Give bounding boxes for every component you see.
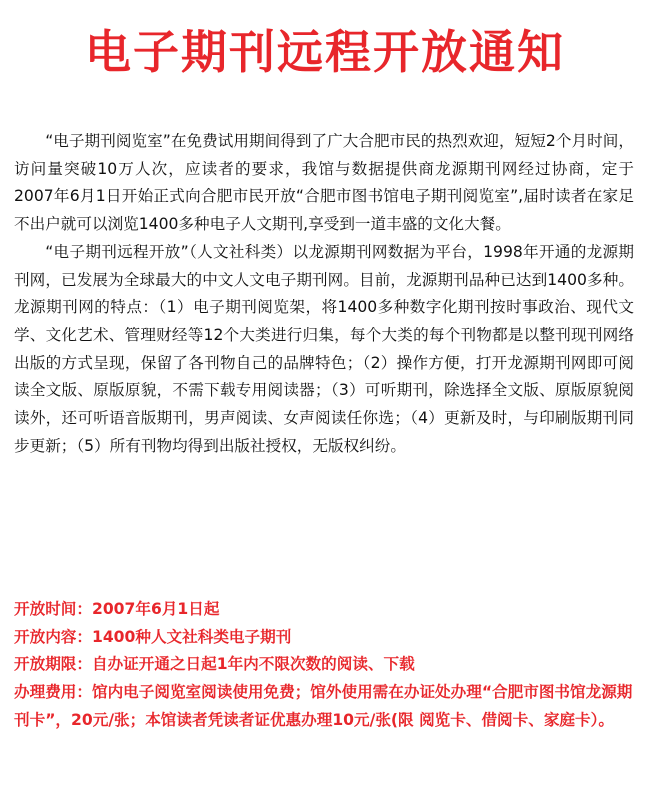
notice-body [14, 128, 634, 460]
notice-title: 电子期刊远程开放通知 [85, 25, 565, 79]
info-open-period: 开放期限：自办证开通之日起1年内不限次数的阅读、下载 [14, 655, 415, 674]
body-paragraph-features: “电子期刊远程开放”（人文社科类）以龙源期刊网数据为平台，1998年开通的龙源期刊网，已发展为全球最大的中文人文电子期刊网。目前，龙源期刊品种已达到1400多种。龙源期刊网的特点：（1）电子期刊阅览架，将1400多种数字化期刊按时事政治、现代文学、文化艺术、管理财经等12个大类进行归集，每个大类的每个刊物都是以整刊现刊网络出版的方式呈现，保留了各刊物自己的品牌特色；（2）操作方便，打开龙源期刊网即可阅读全文版、原版原貌，不需下载专用阅读器；（3）可听期刊，除选择全文版、原版原貌阅读外，还可听语音版期刊，男声阅读、女声阅读任你选；（4）更新及时，与印刷版期刊同步更新；（5）所有刊物均得到出版社授权，无版权纠纷。 [14, 242, 634, 455]
body-paragraph-intro: “电子期刊阅览室”在免费试用期间得到了广大合肥市民的热烈欢迎，短短2个月时间，访问量突破10万人次，应读者的要求，我馆与数据提供商龙源期刊网经过协商，定于2007年6月1日开始正式向合肥市民开放“合肥市图书馆电子期刊阅览室”,届时读者在家足不出户就可以浏览1400多种电子人文期刊,享受到一道丰盛的文化大餐。 [14, 132, 634, 234]
info-open-content: 开放内容：1400种人文社科类电子期刊 [14, 627, 292, 646]
notice-info-block [14, 596, 634, 735]
info-open-time: 开放时间：2007年6月1日起 [14, 600, 220, 618]
info-fee: 办理费用：馆内电子阅览室阅读使用免费；馆外使用需在办证处办理“合肥市图书馆龙源期刊卡”，20元/张；本馆读者凭读者证优惠办理10元/张(限 阅览卡、借阅卡、家庭卡）。 [14, 683, 633, 729]
